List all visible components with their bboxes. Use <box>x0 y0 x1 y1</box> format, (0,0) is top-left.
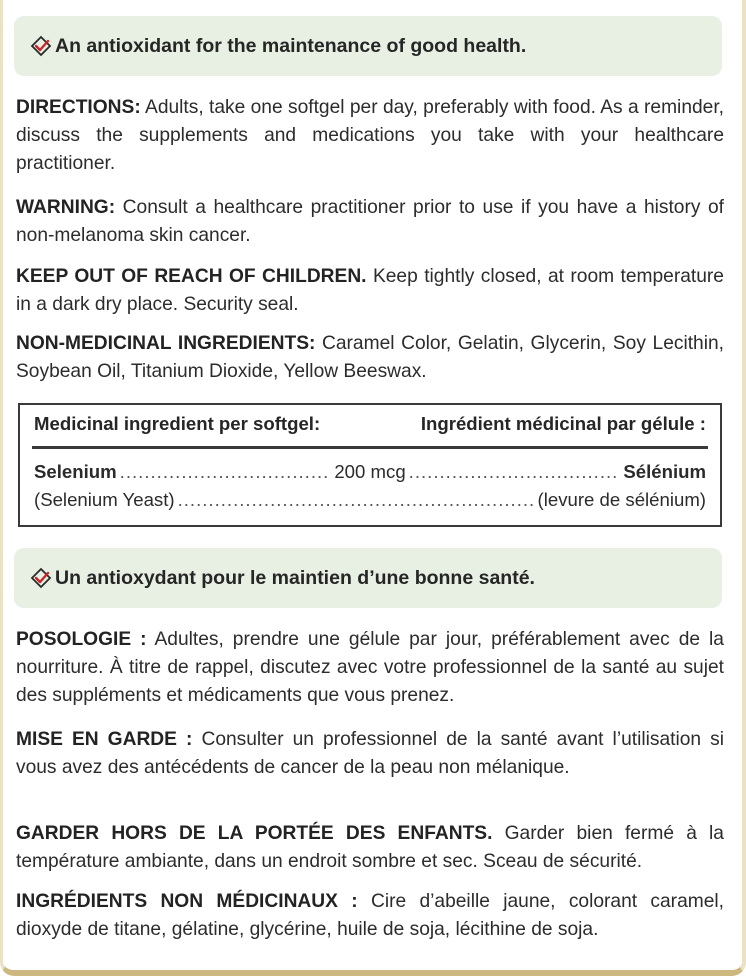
check-shield-icon <box>30 35 52 57</box>
keep-out-en <box>16 263 724 319</box>
table-header <box>34 413 706 435</box>
keep-out-text: Keep tightly closed, at room temperature in a dark dry place. Security seal. <box>16 266 724 315</box>
table-row-selenium <box>34 461 706 483</box>
ingredients-non-medicinaux-fr <box>16 888 724 944</box>
table-header-fr: Ingrédient médicinal par gélule : <box>420 413 706 434</box>
non-medicinal-text: Caramel Color, Gelatin, Glycerin, Soy Lecithin, Soybean Oil, Titanium Dioxide, Yellow Beeswax. <box>16 333 724 382</box>
non-medicinal-en <box>16 330 724 386</box>
tagline-banner-en <box>14 16 722 76</box>
ingredient-amount: 200 mcg <box>334 461 406 482</box>
posologie-fr <box>16 626 724 710</box>
non-medicinal-label: NON-MEDICINAL INGREDIENTS: <box>16 333 316 354</box>
source-en: (Selenium Yeast) <box>34 489 175 510</box>
mise-en-garde-label: MISE EN GARDE : <box>16 729 193 750</box>
tagline-en: An antioxidant for the maintenance of good health. <box>55 34 527 57</box>
table-rule <box>32 446 708 449</box>
ingredient-fr: Sélénium <box>623 461 707 482</box>
warning-label: WARNING: <box>16 197 116 218</box>
mise-en-garde-text: Consulter un professionnel de la santé avant l’utilisation si vous avez des antécédents de cancer de la peau non mélanique. <box>16 729 724 778</box>
ingredients-non-medicinaux-text: Cire d’abeille jaune, colorant caramel, dioxyde de titane, gélatine, glycérine, huile de soja, lécithine de soja. <box>16 891 724 940</box>
directions-en <box>16 94 724 178</box>
directions-text: Adults, take one softgel per day, preferably with food. As a reminder, discuss the supplements and medications you take with your healthcare practitioner. <box>16 97 724 174</box>
check-shield-icon <box>30 567 52 589</box>
garder-hors-label: GARDER HORS DE LA PORTÉE DES ENFANTS. <box>16 823 493 844</box>
ingredient-en: Selenium <box>34 461 117 482</box>
tagline-banner-fr <box>14 548 722 608</box>
source-fr: (levure de sélénium) <box>537 489 706 510</box>
tagline-fr: Un antioxydant pour le maintien d’une bonne santé. <box>55 566 535 589</box>
warning-en <box>16 194 724 250</box>
table-header-en: Medicinal ingredient per softgel: <box>34 413 321 434</box>
ingredients-non-medicinaux-label: INGRÉDIENTS NON MÉDICINAUX : <box>16 891 358 912</box>
garder-hors-text: Garder bien fermé à la température ambiante, dans un endroit sombre et sec. Sceau de sécurité. <box>16 823 724 872</box>
garder-hors-fr <box>16 820 724 876</box>
warning-text: Consult a healthcare practitioner prior to use if you have a history of non-melanoma skin cancer. <box>16 197 724 246</box>
mise-en-garde-fr <box>16 726 724 782</box>
table-row-source <box>34 489 706 511</box>
leader-dots <box>178 489 535 511</box>
medicinal-ingredient-table <box>18 403 722 527</box>
posologie-text: Adultes, prendre une gélule par jour, préférablement avec de la nourriture. À titre de rappel, discutez avec votre professionnel de la santé au sujet des suppléments et médicaments que vous prenez. <box>16 629 724 706</box>
leader-dots <box>409 461 621 483</box>
keep-out-label: KEEP OUT OF REACH OF CHILDREN. <box>16 266 367 287</box>
directions-label: DIRECTIONS: <box>16 97 141 118</box>
leader-dots <box>120 461 332 483</box>
posologie-label: POSOLOGIE : <box>16 629 147 650</box>
